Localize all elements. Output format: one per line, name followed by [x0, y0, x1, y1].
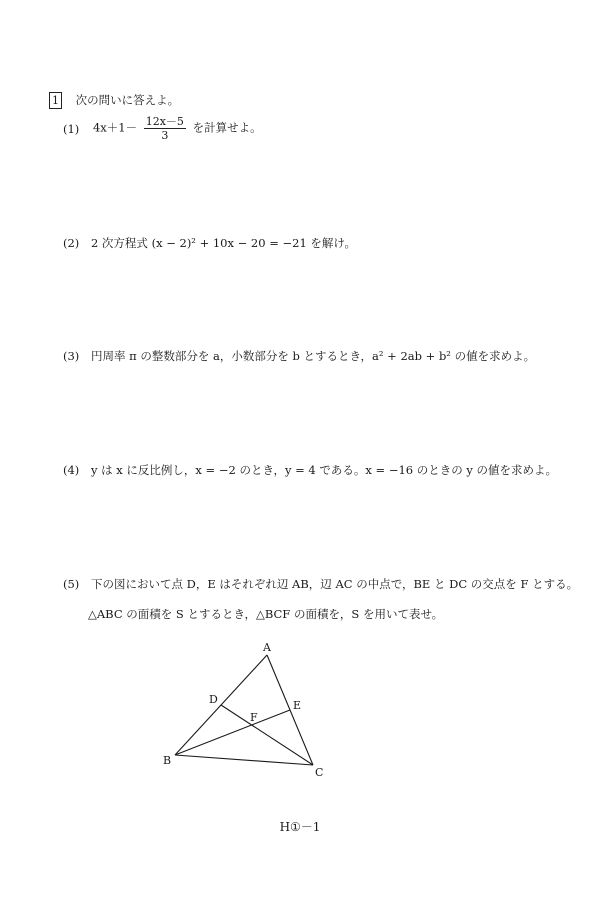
- problem-instruction: 次の問いに答えよ。: [75, 93, 180, 107]
- question-1-label: (1): [63, 121, 80, 136]
- fraction-numerator: 12x－5: [145, 115, 184, 128]
- fraction-denominator: 3: [161, 129, 169, 142]
- question-1-expr-prefix: 4x＋1－: [92, 120, 138, 135]
- question-4-text: y は x に反比例し，x = −2 のとき，y = 4 である。x = −16 のときの y の値を求めよ。: [90, 463, 558, 477]
- question-2-label: (2): [63, 236, 80, 250]
- question-4-label: (4): [63, 463, 80, 477]
- edge-bc: [175, 755, 313, 765]
- vertex-label-c: C: [315, 766, 324, 779]
- question-5-label: (5): [63, 577, 80, 591]
- page-footer: [0, 818, 600, 835]
- question-1-suffix: を計算せよ。: [192, 120, 262, 135]
- segment-be: [175, 710, 290, 755]
- question-5-line-1: 下の図において点 D，E はそれぞれ辺 AB，辺 AC の中点で，BE と DC の交点を F とする。: [90, 577, 579, 591]
- vertex-label-b: B: [163, 754, 172, 767]
- vertex-label-e: E: [293, 699, 302, 712]
- question-3-text: 円周率 π の整数部分を a，小数部分を b とするとき，a² + 2ab + b² の値を求めよ。: [90, 349, 536, 363]
- question-5-line-2: △ABC の面積を S とするとき，△BCF の面積を，S を用いて表せ。: [88, 607, 444, 621]
- page-number: H①－1: [279, 820, 321, 834]
- vertex-label-a: A: [263, 641, 271, 654]
- question-3-label: (3): [63, 349, 80, 363]
- segment-dc: [221, 705, 313, 765]
- vertex-label-f: F: [250, 711, 258, 724]
- problem-number-box: 1: [49, 92, 62, 109]
- question-2-text: 2 次方程式 (x − 2)² + 10x − 20 = −21 を解け。: [90, 236, 356, 250]
- vertex-label-d: D: [209, 693, 218, 706]
